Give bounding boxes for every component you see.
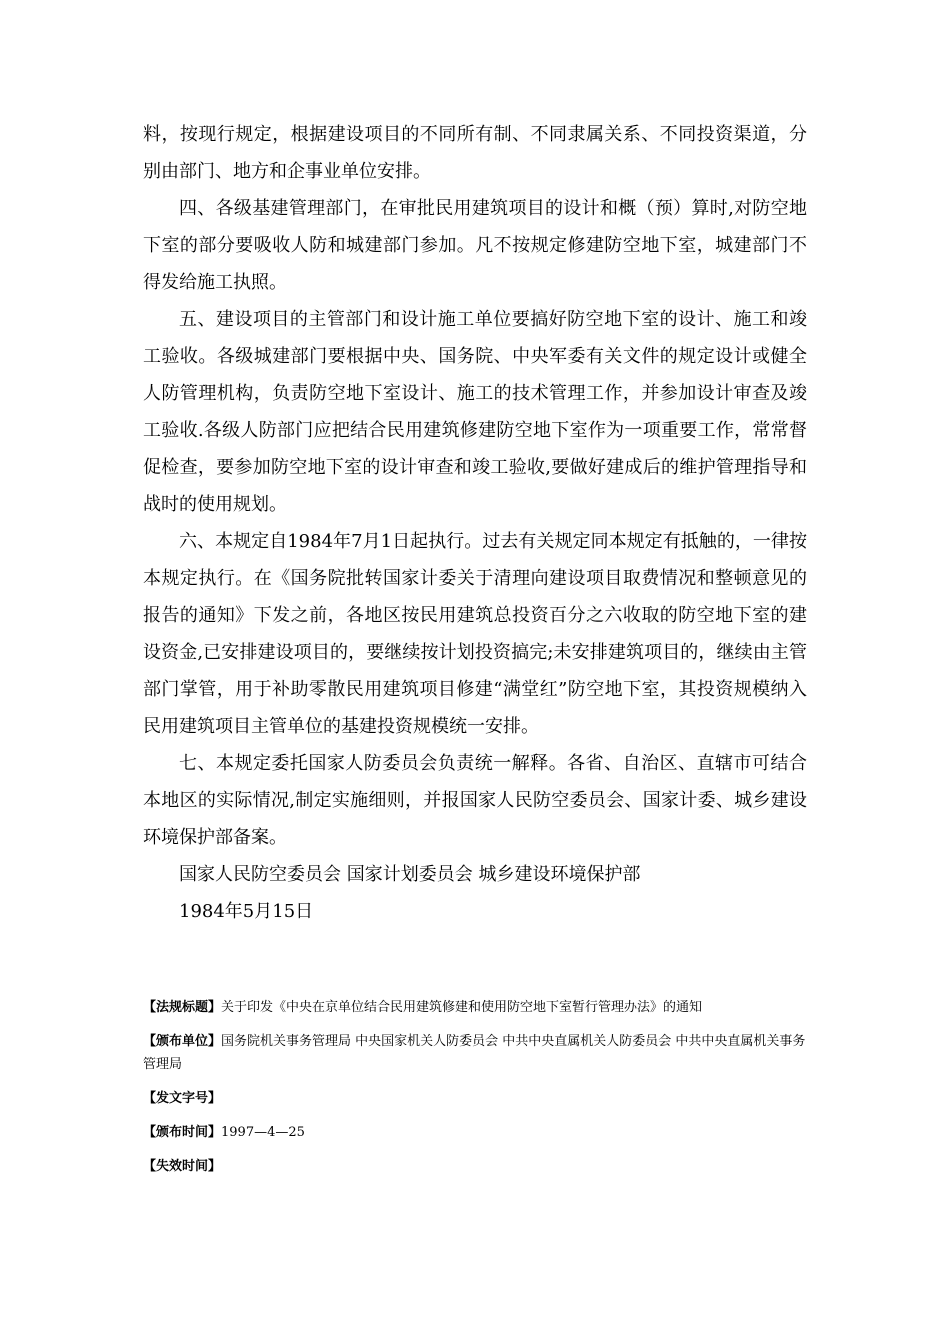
paragraph-continuation: 料，按现行规定，根据建设项目的不同所有制、不同隶属关系、不同投资渠道，分别由部门、地方和企事业单位安排。 [143, 124, 807, 182]
metadata-key: 【失效时间】 [143, 1159, 222, 1174]
metadata-expiry-row [143, 1155, 807, 1178]
metadata-issuer-row [143, 1030, 807, 1076]
signature-issuers: 国家人民防空委员会 国家计划委员会 城乡建设环境保护部 [179, 864, 641, 885]
regulation-metadata [143, 996, 807, 1189]
metadata-value: 国务院机关事务管理局 中央国家机关人防委员会 中共中央直属机关人防委员会 中共中央直属机关事务管理局 [143, 1034, 806, 1072]
paragraph-article-5: 五、建设项目的主管部门和设计施工单位要搞好防空地下室的设计、施工和竣工验收。各级城建部门要根据中央、国务院、中央军委有关文件的规定设计或健全人防管理机构，负责防空地下室设计、施工的技术管理工作，并参加设计审查及竣工验收.各级人防部门应把结合民用建筑修建防空地下室作为一项重要工作，常常督促检查，要参加防空地下室的设计审查和竣工验收,要做好建成后的维护管理指导和战时的使用规划。 [143, 309, 807, 515]
metadata-key: 【法规标题】 [143, 1000, 222, 1015]
metadata-doc-number-row [143, 1087, 807, 1110]
metadata-title-row [143, 996, 807, 1019]
metadata-key: 【发文字号】 [143, 1091, 222, 1106]
signature-date: 1984年5月15日 [179, 901, 314, 922]
paragraph-article-7: 七、本规定委托国家人防委员会负责统一解释。各省、自治区、直辖市可结合本地区的实际情况,制定实施细则，并报国家人民防空委员会、国家计委、城乡建设环境保护部备案。 [143, 753, 807, 848]
metadata-value: 1997—4—25 [221, 1125, 305, 1140]
metadata-issue-date-row [143, 1121, 807, 1144]
document-body [143, 116, 807, 930]
metadata-value: 关于印发《中央在京单位结合民用建筑修建和使用防空地下室暂行管理办法》的通知 [221, 1000, 703, 1015]
paragraph-article-4: 四、各级基建管理部门，在审批民用建筑项目的设计和概（预）算时,对防空地下室的部分要吸收人防和城建部门参加。凡不按规定修建防空地下室，城建部门不得发给施工执照。 [143, 198, 807, 293]
metadata-key: 【颁布时间】 [143, 1125, 222, 1140]
paragraph-article-6: 六、本规定自1984年7月1日起执行。过去有关规定同本规定有抵触的，一律按本规定执行。在《国务院批转国家计委关于清理向建设项目取费情况和整顿意见的报告的通知》下发之前，各地区按民用建筑总投资百分之六收取的防空地下室的建设资金,已安排建设项目的，要继续按计划投资搞完;未安排建筑项目的，继续由主管部门掌管，用于补助零散民用建筑项目修建“满堂红”防空地下室，其投资规模纳入民用建筑项目主管单位的基建投资规模统一安排。 [143, 531, 807, 737]
metadata-key: 【颁布单位】 [143, 1034, 222, 1049]
